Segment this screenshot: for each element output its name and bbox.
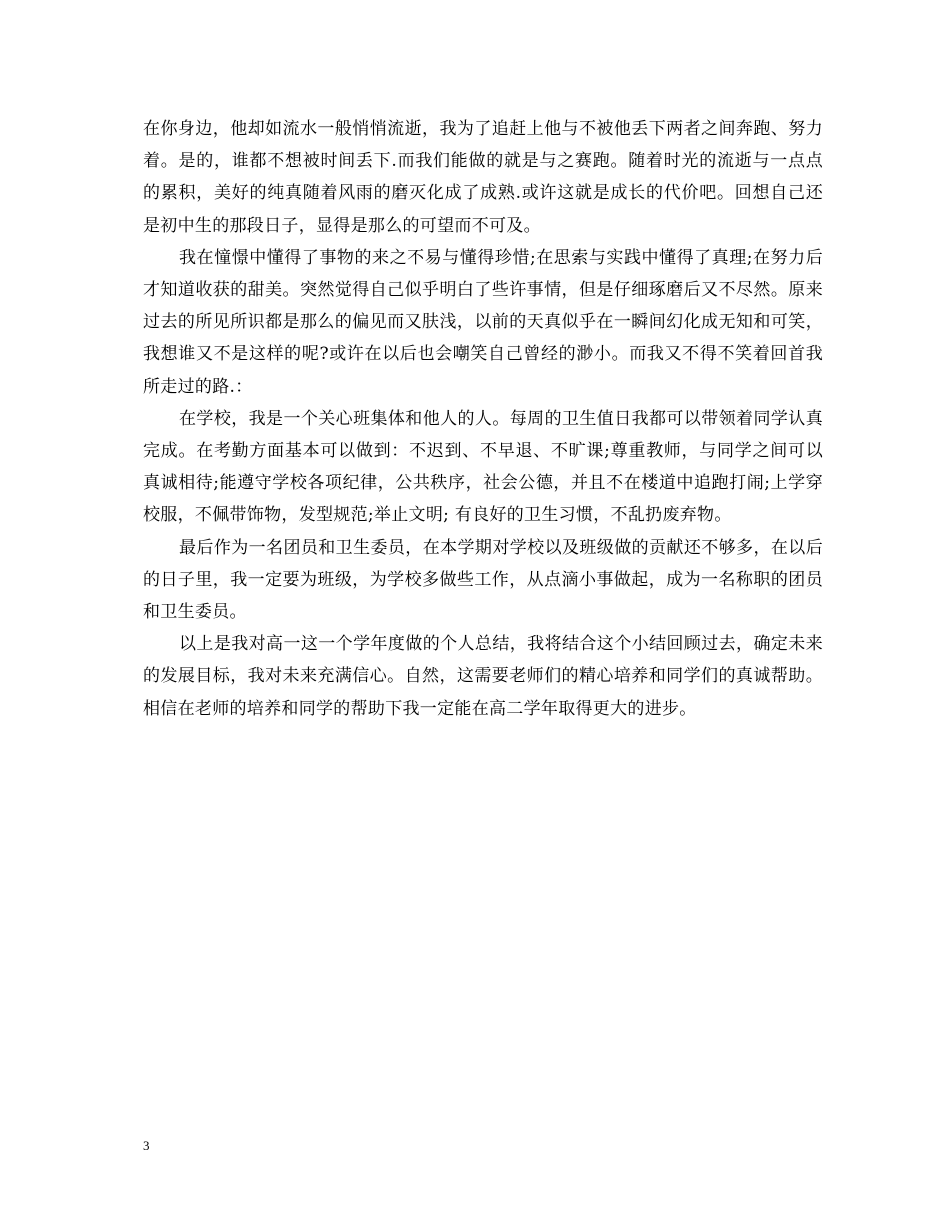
paragraph-school-conduct: 在学校，我是一个关心班集体和他人的人。每周的卫生值日我都可以带领着同学认真完成。在考勤方面基本可以做到：不迟到、不早退、不旷课;尊重教师，与同学之间可以真诚相待;能遵守学校各项纪律，公共秩序，社会公德，并且不在楼道中追跑打闹;上学穿校服，不佩带饰物，发型规范;举止文明; 有良好的卫生习惯，不乱扔废弃物。 [143,408,823,526]
paragraph-continuation: 在你身边，他却如流水一般悄悄流逝，我为了追赶上他与不被他丢下两者之间奔跑、努力着。是的，谁都不想被时间丢下.而我们能做的就是与之赛跑。随着时光的流逝与一点点的累积，美好的纯真随着风雨的磨灭化成了成熟.或许这就是成长的代价吧。回想自己还是初中生的那段日子，显得是那么的可望而不可及。 [143,119,823,236]
page-number: 3 [143,1138,150,1153]
document-body [143,113,823,725]
paragraph-conclusion: 以上是我对高一这一个学年度做的个人总结，我将结合这个小结回顾过去，确定未来的发展目标，我对未来充满信心。自然，这需要老师们的精心培养和同学们的真诚帮助。相信在老师的培养和同学的帮助下我一定能在高二学年取得更大的进步。 [143,634,823,719]
paragraph-understanding: 我在憧憬中懂得了事物的来之不易与懂得珍惜;在思索与实践中懂得了真理;在努力后才知道收获的甜美。突然觉得自己似乎明白了些许事情，但是仔细琢磨后又不尽然。原来过去的所见所识都是那么的偏见而又肤浅，以前的天真似乎在一瞬间幻化成无知和可笑，我想谁又不是这样的呢?或许在以后也会嘲笑自己曾经的渺小。而我又不得不笑着回首我所走过的路.： [143,247,823,397]
paragraph-league-member: 最后作为一名团员和卫生委员，在本学期对学校以及班级做的贡献还不够多，在以后的日子里，我一定要为班级，为学校多做些工作，从点滴小事做起，成为一名称职的团员和卫生委员。 [143,537,823,623]
